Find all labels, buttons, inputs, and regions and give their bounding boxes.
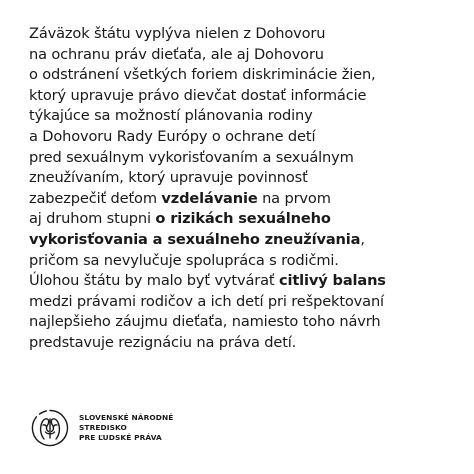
text-line	[29, 189, 454, 210]
text-segment: zabezpečiť deťom	[29, 189, 162, 207]
text-segment: a Dohovoru Rady Európy o ochrane detí	[29, 127, 316, 145]
text-line	[29, 127, 454, 148]
text-segment: týkajúce sa možností plánovania rodiny	[29, 107, 313, 125]
text-line	[29, 65, 454, 86]
organization-name-line-3: PRE ĽUDSKÉ PRÁVA	[79, 433, 162, 442]
emphasized-text: vzdelávanie	[161, 189, 258, 207]
text-line	[29, 148, 454, 169]
text-segment: Úlohou štátu by malo byť vytvárať	[29, 272, 279, 290]
text-segment: predstavuje rezignáciu na práva detí.	[29, 333, 297, 351]
emphasized-text: vykorisťovania a sexuálneho zneužívania	[29, 230, 361, 248]
text-line	[29, 168, 454, 189]
emphasized-text: citlivý balans	[278, 272, 386, 290]
text-line	[29, 24, 454, 45]
text-line	[29, 312, 454, 333]
text-line	[29, 230, 454, 251]
text-line	[29, 292, 454, 313]
body-paragraph	[29, 24, 454, 354]
text-segment: najlepšieho záujmu dieťaťa, namiesto toho návrh	[29, 313, 381, 331]
text-segment: pričom sa nevylučuje spolupráca s rodičmi.	[29, 251, 339, 269]
organization-name	[79, 413, 173, 443]
text-line	[29, 86, 454, 107]
organization-name-line-1: SLOVENSKÉ NÁRODNÉ	[79, 413, 174, 422]
text-line	[29, 106, 454, 127]
snslp-logo-icon	[30, 408, 70, 448]
text-segment: Záväzok štátu vyplýva nielen z Dohovoru	[29, 25, 326, 42]
organization-name-line-2: STREDISKO	[79, 423, 127, 432]
text-line	[29, 209, 454, 230]
text-segment: ,	[360, 230, 365, 248]
text-segment: na prvom	[257, 189, 331, 207]
text-line	[29, 271, 454, 292]
text-segment: medzi právami rodičov a ich detí pri rešpektovaní	[29, 292, 384, 310]
text-segment: na ochranu práv dieťaťa, ale aj Dohovoru	[29, 45, 324, 63]
text-segment: o odstránení všetkých foriem diskriminácie žien,	[29, 66, 376, 84]
text-segment: pred sexuálnym vykorisťovaním a sexuálnym	[29, 148, 354, 166]
text-segment: ktorý upravuje právo dievčat dostať informácie	[29, 86, 367, 104]
text-segment: zneužívaním, ktorý upravuje povinnosť	[29, 169, 308, 187]
text-line	[29, 45, 454, 66]
text-line	[29, 251, 454, 272]
text-line	[29, 333, 454, 354]
text-segment: aj druhom stupni	[29, 210, 156, 228]
footer	[30, 408, 173, 448]
emphasized-text: o rizikách sexuálneho	[155, 210, 331, 228]
